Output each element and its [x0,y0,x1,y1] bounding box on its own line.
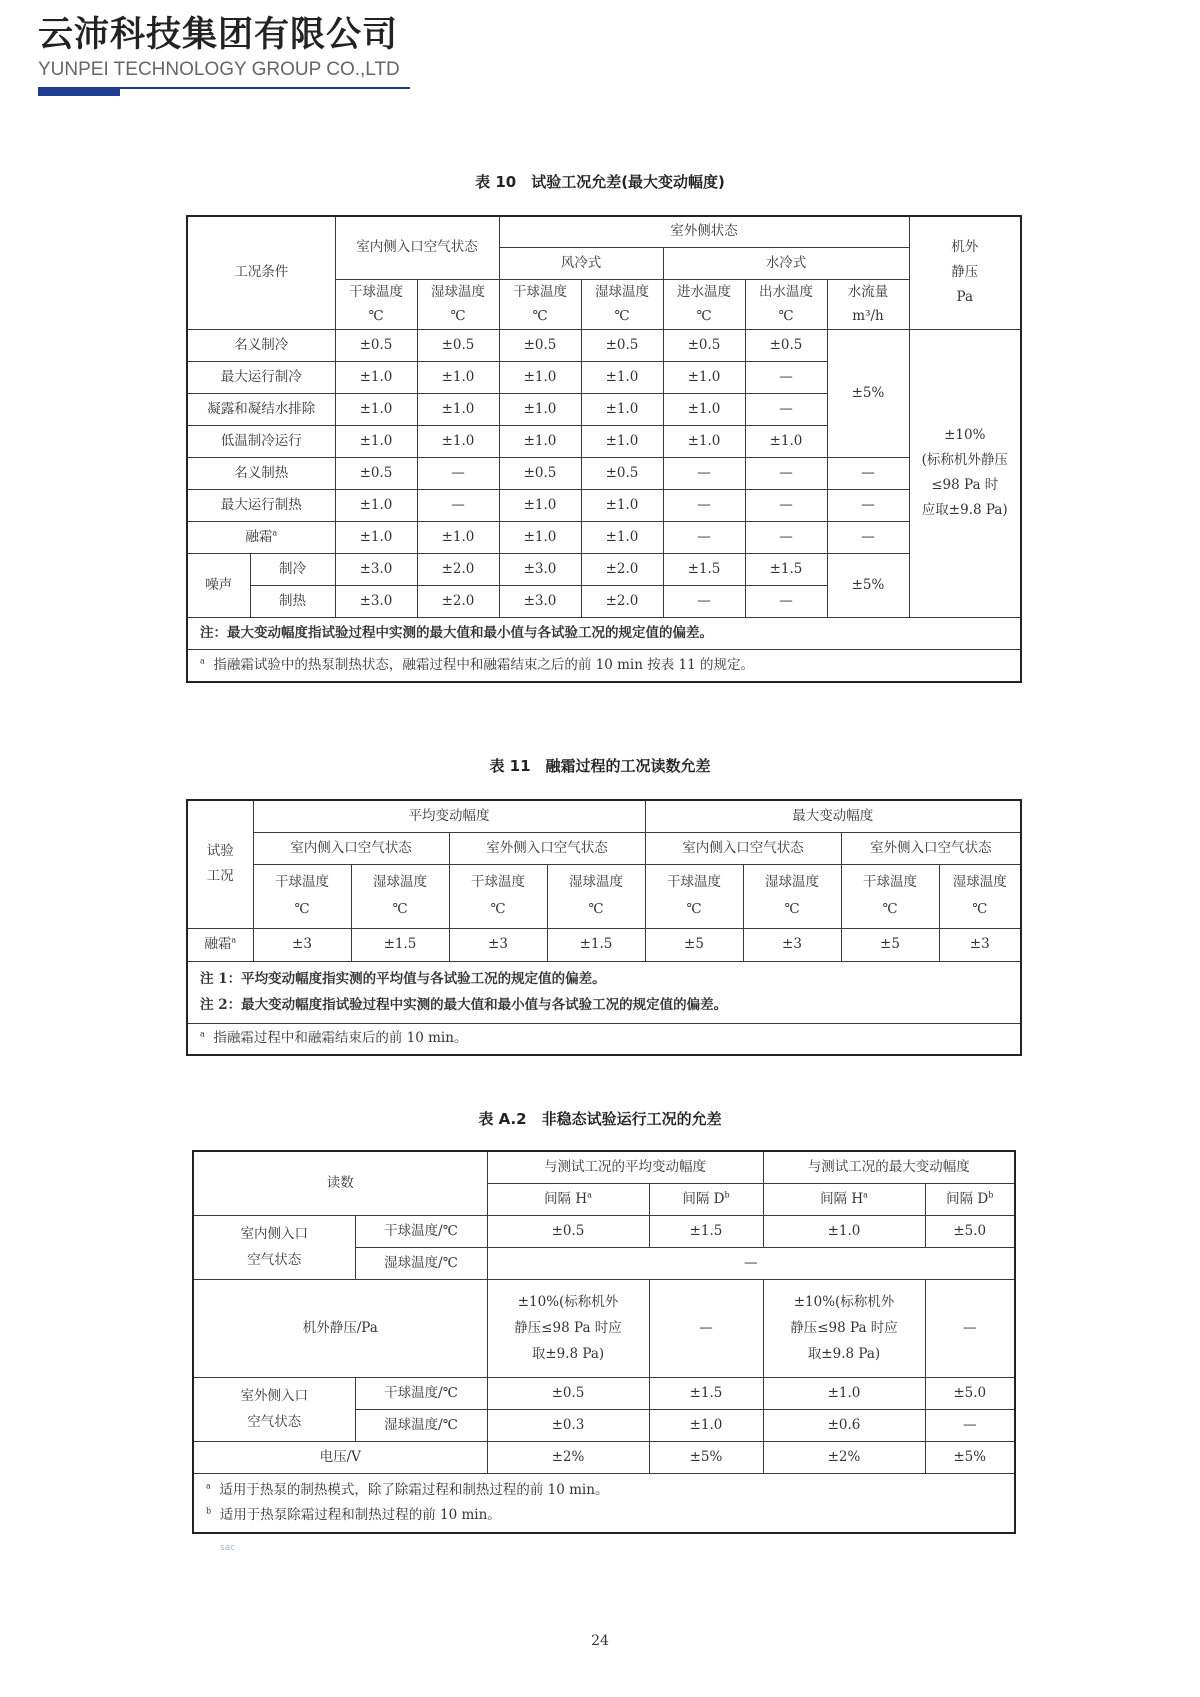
table-row: 凝露和凝结水排除 ±1.0 ±1.0 ±1.0 ±1.0 ±1.0 — [187,393,1021,425]
table-row: 室内侧入口 空气状态 干球温度/℃ ±0.5 ±1.5 ±1.0 ±5.0 [193,1215,1015,1247]
table10-caption: 表 10 试验工况允差(最大变动幅度) [475,173,725,191]
t11-h-max: 最大变动幅度 [645,800,1021,832]
table-row: 电压/V ±2% ±5% ±2% ±5% [193,1441,1015,1473]
table-row: 名义制热 ±0.5 — ±0.5 ±0.5 — — — [187,457,1021,489]
table11-caption: 表 11 融霜过程的工况读数允差 [489,757,711,775]
header-rule [38,85,410,95]
table-row: 融霜$^a$ ±3 ±1.5 ±3 ±1.5 ±5 ±3 ±5 ±3 [187,928,1021,961]
t10-h-condition: 工况条件 [187,216,335,329]
t10-footnote: $^a$ 指融霜试验中的热泵制热状态，融霜过程中和融霜结束之后的前 10 min 按表 11 的规定。 [187,649,1021,682]
table-row: 制热 ±3.0 ±2.0 ±3.0 ±2.0 — — [187,585,1021,617]
table-row: 最大运行制冷 ±1.0 ±1.0 ±1.0 ±1.0 ±1.0 — [187,361,1021,393]
table-row: 湿球温度/℃ — [193,1247,1015,1279]
table-row: 噪声 制冷 ±3.0 ±2.0 ±3.0 ±2.0 ±1.5 ±1.5 ±5% [187,553,1021,585]
t10-h-indoor: 室内侧入口空气状态 [335,216,499,279]
t11-notes: 注 1：平均变动幅度指实测的平均值与各试验工况的规定值的偏差。 注 2：最大变动幅度指试验过程中实测的最大值和最小值与各试验工况的规定值的偏差。 [187,961,1021,1023]
table-row: 融霜$^a$ ±1.0 ±1.0 ±1.0 ±1.0 — — — [187,521,1021,553]
tableA2: 读数 与测试工况的平均变动幅度 与测试工况的最大变动幅度 间隔 $H^a$ 间隔 $D^b$ 间隔 $H^a$ 间隔 $D^b$ 室内侧入口 空气状态 干球温度/℃ ±0.5 ±1.5 ±1.0 ±5.0 湿球温度/℃ — 机外静压/Pa ±10%(标称机外 静压≤98 Pa 时应 取±9.8 Pa) — ±10%(标称机外 静压≤98 Pa 时应 取±9.8 Pa) — 室外侧入口 空气状态 干球温度/℃ ±0.5 ±1.5 ±1.0 ±5.0 湿球温度/℃ ±0.3 ±1.0 ±0.6 — 电压/V ±2% ±5% ±2% ±5% $^a$ 适用于热泵的制热模式，除了除霜过程和制热过程的前 10 min。 $^b$ 适用于热泵除霜过程和制热过程的前 10 min。 [192,1150,1016,1534]
t10-h-ext: 机外 静压 Pa [909,216,1021,329]
table10 [186,215,1022,683]
table-row: 低温制冷运行 ±1.0 ±1.0 ±1.0 ±1.0 ±1.0 ±1.0 [187,425,1021,457]
t10-flow-merged: ±5% [827,329,909,457]
table-row: 名义制冷 ±0.5 ±0.5 ±0.5 ±0.5 ±0.5 ±0.5 ±5% ±10% (标称机外静压 ≤98 Pa 时 应取±9.8 Pa) [187,329,1021,361]
company-name-cn: 云沛科技集团有限公司 [38,15,399,55]
t10-ext-value: ±10% (标称机外静压 ≤98 Pa 时 应取±9.8 Pa) [909,329,1021,617]
table-row: 最大运行制热 ±1.0 — ±1.0 ±1.0 — — — [187,489,1021,521]
company-name-en: YUNPEI TECHNOLOGY GROUP CO.,LTD [38,59,400,80]
t10-noise-label: 噪声 [187,553,250,617]
t10-subheader-row: 干球温度 ℃ 湿球温度 ℃ 干球温度 ℃ 湿球温度 ℃ 进水温度 ℃ 出水温度 ℃ 水流量 m³/h [187,279,1021,329]
t10-note: 注：最大变动幅度指试验过程中实测的最大值和最小值与各试验工况的规定值的偏差。 [187,617,1021,649]
t11-subheader-row: 干球温度 ℃ 湿球温度 ℃ 干球温度 ℃ 湿球温度 ℃ 干球温度 ℃ 湿球温度 ℃ 干球温度 ℃ 湿球温度 ℃ [187,864,1021,928]
table-row: 湿球温度/℃ ±0.3 ±1.0 ±0.6 — [193,1409,1015,1441]
t11-h-test: 试验 工况 [187,800,253,928]
table-row: 机外静压/Pa ±10%(标称机外 静压≤98 Pa 时应 取±9.8 Pa) — ±10%(标称机外 静压≤98 Pa 时应 取±9.8 Pa) — [193,1279,1015,1377]
t11-h-avg: 平均变动幅度 [253,800,645,832]
t10-h-outdoor: 室外侧状态 [499,216,909,247]
company-header [38,14,410,95]
ta2-h-avg: 与测试工况的平均变动幅度 [487,1151,763,1183]
t11-footnote: $^a$ 指融霜过程中和融霜结束后的前 10 min。 [187,1023,1021,1055]
table-row: 室外侧入口 空气状态 干球温度/℃ ±0.5 ±1.5 ±1.0 ±5.0 [193,1377,1015,1409]
tableA2-caption: 表 A.2 非稳态试验运行工况的允差 [478,1110,722,1128]
ta2-footnotes: $^a$ 适用于热泵的制热模式，除了除霜过程和制热过程的前 10 min。 $^b$ 适用于热泵除霜过程和制热过程的前 10 min。 [193,1473,1015,1533]
page-number: 24 [591,1633,609,1649]
ta2-h-reading: 读数 [193,1151,487,1215]
watermark: sac [220,1543,236,1553]
table11: 试验 工况 平均变动幅度 最大变动幅度 室内侧入口空气状态 室外侧入口空气状态 室内侧入口空气状态 室外侧入口空气状态 干球温度 ℃ 湿球温度 ℃ 干球温度 ℃ 湿球温度 ℃ 干球温度 ℃ 湿球温度 ℃ 干球温度 ℃ 湿球温度 ℃ 融霜$^a$ ±3 ±1.5 ±3 ±1.5 ±5 ±3 ±5 ±3 注 1：平均变动幅度指实测的平均值与各试验工况的规定值的偏差。 注 2：最大变动幅度指试验过程中实测的最大值和最小值与各试验工况的规定值的偏差。 $^a$ 指融霜过程中和融霜结束后的前 10 min。 [186,799,1022,1056]
t10-h-air: 风冷式 [499,247,663,279]
ta2-h-max: 与测试工况的最大变动幅度 [763,1151,1015,1183]
t10-h-water: 水冷式 [663,247,909,279]
